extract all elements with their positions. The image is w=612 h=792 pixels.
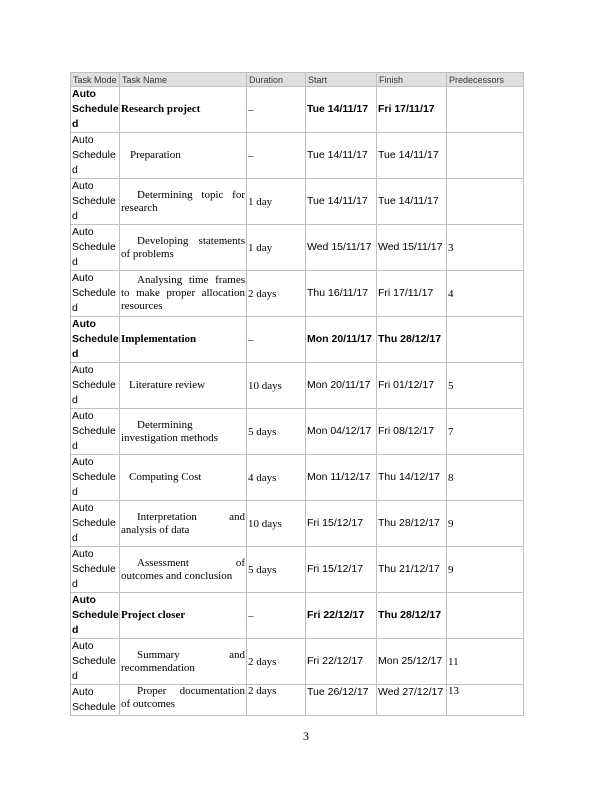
task-mode-cell: Auto Schedule d <box>71 133 120 179</box>
start-cell: Fri 15/12/17 <box>306 501 377 547</box>
duration-cell: 2 days <box>247 271 306 317</box>
table-row <box>71 409 524 455</box>
header-start: Start <box>306 73 377 87</box>
finish-cell: Thu 28/12/17 <box>377 593 447 639</box>
finish-cell: Fri 01/12/17 <box>377 363 447 409</box>
finish-cell: Fri 17/11/17 <box>377 87 447 133</box>
task-mode-cell: Auto Schedule d <box>71 501 120 547</box>
header-duration: Duration <box>247 73 306 87</box>
finish-cell: Thu 14/12/17 <box>377 455 447 501</box>
duration-cell: 5 days <box>247 547 306 593</box>
duration-cell: – <box>247 317 306 363</box>
task-name-cell: Summary and recommendation <box>120 639 247 685</box>
task-mode-cell: Auto Schedule d <box>71 639 120 685</box>
table-row <box>71 271 524 317</box>
start-cell: Thu 16/11/17 <box>306 271 377 317</box>
finish-cell: Thu 28/12/17 <box>377 501 447 547</box>
duration-cell: 10 days <box>247 501 306 547</box>
duration-cell: 4 days <box>247 455 306 501</box>
task-name-cell: Research project <box>120 87 247 133</box>
duration-cell: 5 days <box>247 409 306 455</box>
start-cell: Tue 26/12/17 <box>306 685 377 716</box>
task-name-cell: Determining topic for research <box>120 179 247 225</box>
header-task-mode: Task Mode <box>71 73 120 87</box>
task-name-cell: Project closer <box>120 593 247 639</box>
predecessors-cell: 13 <box>447 685 524 716</box>
task-mode-cell: Auto Schedule d <box>71 455 120 501</box>
table-row <box>71 593 524 639</box>
predecessors-cell: 11 <box>447 639 524 685</box>
duration-cell: 2 days <box>247 685 306 716</box>
finish-cell: Mon 25/12/17 <box>377 639 447 685</box>
predecessors-cell: 7 <box>447 409 524 455</box>
finish-cell: Wed 15/11/17 <box>377 225 447 271</box>
header-predecessors: Predecessors <box>447 73 524 87</box>
task-name-cell: Analysing time frames to make proper allocation resources <box>120 271 247 317</box>
task-name-cell: Assessment of outcomes and conclusion <box>120 547 247 593</box>
header-finish: Finish <box>377 73 447 87</box>
finish-cell: Tue 14/11/17 <box>377 179 447 225</box>
predecessors-cell: 9 <box>447 501 524 547</box>
start-cell: Tue 14/11/17 <box>306 87 377 133</box>
duration-cell: – <box>247 593 306 639</box>
finish-cell: Tue 14/11/17 <box>377 133 447 179</box>
table-row <box>71 685 524 716</box>
start-cell: Tue 14/11/17 <box>306 133 377 179</box>
predecessors-cell <box>447 317 524 363</box>
finish-cell: Wed 27/12/17 <box>377 685 447 716</box>
predecessors-cell <box>447 593 524 639</box>
finish-cell: Thu 21/12/17 <box>377 547 447 593</box>
header-task-name: Task Name <box>120 73 247 87</box>
task-name-cell: Developing statements of problems <box>120 225 247 271</box>
table-row <box>71 455 524 501</box>
start-cell: Mon 11/12/17 <box>306 455 377 501</box>
table-header-row <box>71 73 524 87</box>
duration-cell: 2 days <box>247 639 306 685</box>
start-cell: Tue 14/11/17 <box>306 179 377 225</box>
predecessors-cell <box>447 87 524 133</box>
predecessors-cell: 5 <box>447 363 524 409</box>
duration-cell: 10 days <box>247 363 306 409</box>
task-name-cell: Computing Cost <box>120 455 247 501</box>
duration-cell: – <box>247 87 306 133</box>
finish-cell: Thu 28/12/17 <box>377 317 447 363</box>
task-mode-cell: Auto Schedule d <box>71 225 120 271</box>
task-mode-cell: Auto Schedule d <box>71 409 120 455</box>
task-mode-cell: Auto Schedule d <box>71 317 120 363</box>
table-row <box>71 225 524 271</box>
task-name-cell: Determining investigation methods <box>120 409 247 455</box>
start-cell: Mon 04/12/17 <box>306 409 377 455</box>
predecessors-cell: 9 <box>447 547 524 593</box>
task-mode-cell: Auto Schedule d <box>71 363 120 409</box>
table-row <box>71 363 524 409</box>
finish-cell: Fri 17/11/17 <box>377 271 447 317</box>
task-mode-cell: Auto Schedule d <box>71 179 120 225</box>
task-mode-cell: Auto Schedule d <box>71 547 120 593</box>
task-name-cell: Literature review <box>120 363 247 409</box>
predecessors-cell: 3 <box>447 225 524 271</box>
table-row <box>71 317 524 363</box>
table-row <box>71 133 524 179</box>
duration-cell: 1 day <box>247 225 306 271</box>
task-mode-cell: Auto Schedule <box>71 685 120 716</box>
table-row <box>71 501 524 547</box>
task-name-cell: Proper documentation of outcomes <box>120 685 247 716</box>
start-cell: Mon 20/11/17 <box>306 317 377 363</box>
table-row <box>71 179 524 225</box>
predecessors-cell <box>447 133 524 179</box>
table-row <box>71 547 524 593</box>
duration-cell: – <box>247 133 306 179</box>
duration-cell: 1 day <box>247 179 306 225</box>
task-mode-cell: Auto Schedule d <box>71 593 120 639</box>
task-mode-cell: Auto Schedule d <box>71 271 120 317</box>
task-name-cell: Preparation <box>120 133 247 179</box>
task-schedule-table <box>70 72 524 716</box>
table-row <box>71 639 524 685</box>
page-number: 3 <box>303 729 309 743</box>
task-mode-cell: Auto Schedule d <box>71 87 120 133</box>
start-cell: Fri 22/12/17 <box>306 593 377 639</box>
predecessors-cell <box>447 179 524 225</box>
start-cell: Fri 15/12/17 <box>306 547 377 593</box>
task-name-cell: Interpretation and analysis of data <box>120 501 247 547</box>
start-cell: Fri 22/12/17 <box>306 639 377 685</box>
finish-cell: Fri 08/12/17 <box>377 409 447 455</box>
start-cell: Wed 15/11/17 <box>306 225 377 271</box>
task-name-cell: Implementation <box>120 317 247 363</box>
start-cell: Mon 20/11/17 <box>306 363 377 409</box>
predecessors-cell: 4 <box>447 271 524 317</box>
predecessors-cell: 8 <box>447 455 524 501</box>
table-row <box>71 87 524 133</box>
